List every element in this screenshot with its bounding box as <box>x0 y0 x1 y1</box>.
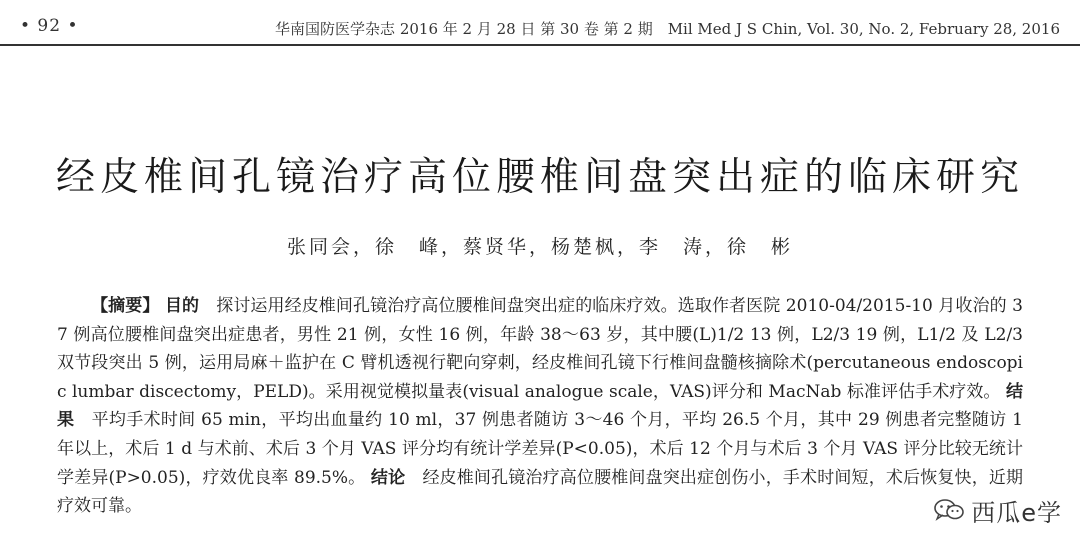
header-rule <box>0 44 1080 46</box>
watermark <box>927 488 1068 532</box>
objective-text: 探讨运用经皮椎间孔镜治疗高位腰椎间盘突出症的临床疗效。选取作者医院 2010-04/2015-10 月收治的 37 例高位腰椎间盘突出症患者，男性 21 例，女性 16 例，年龄 38～63 岁，其中腰(L)1/2 13 例，L2/3 19 例，L1/2 及 L2/3 双节段突出 5 例，运用局麻＋监护在 C 臂机透视行靶向穿刺，经皮椎间孔镜下行椎间盘髓核摘除术(percutaneous endoscopic lumbar discectomy，PELD)。采用视觉模拟量表(visual analogue scale，VAS)评分和 MacNab 标准评估手术疗效。 <box>57 296 1023 402</box>
conclusion-text: 经皮椎间孔镜治疗高位腰椎间盘突出症创伤小，手术时间短，术后恢复快，近期疗效可靠。 <box>57 467 1024 517</box>
abstract <box>57 292 1023 521</box>
results-text: 平均手术时间 65 min，平均出血量约 10 ml，37 例患者随访 3～46 个月，平均 26.5 个月，其中 29 例患者完整随访 1 年以上，术后 1 d 与术前、术后 3 个月 VAS 评分均有统计学差异(P<0.05)，术后 12 个月与术后 3 个月 VAS 评分比较无统计学差异(P>0.05)，疗效优良率 89.5%。 <box>57 410 1024 488</box>
wechat-icon <box>933 498 965 522</box>
author-list: 张同会，徐 峰，蔡贤华，杨楚枫，李 涛，徐 彬 <box>286 236 793 258</box>
article-title: 经皮椎间孔镜治疗高位腰椎间盘突出症的临床研究 <box>55 155 1024 201</box>
watermark-text: 西瓜e学 <box>971 498 1062 527</box>
journal-citation: 华南国防医学杂志 2016 年 2 月 28 日 第 30 卷 第 2 期 Mil Med J S Chin, Vol. 30, No. 2, February 28, 2016 <box>275 20 1060 38</box>
abstract-label: 【摘要】 <box>91 296 160 316</box>
results-label: 结果 <box>57 381 1023 431</box>
objective-label: 目的 <box>164 296 200 316</box>
page-number: • 92 • <box>20 16 79 36</box>
page-header <box>0 10 1080 44</box>
conclusion-label: 结论 <box>370 467 406 488</box>
